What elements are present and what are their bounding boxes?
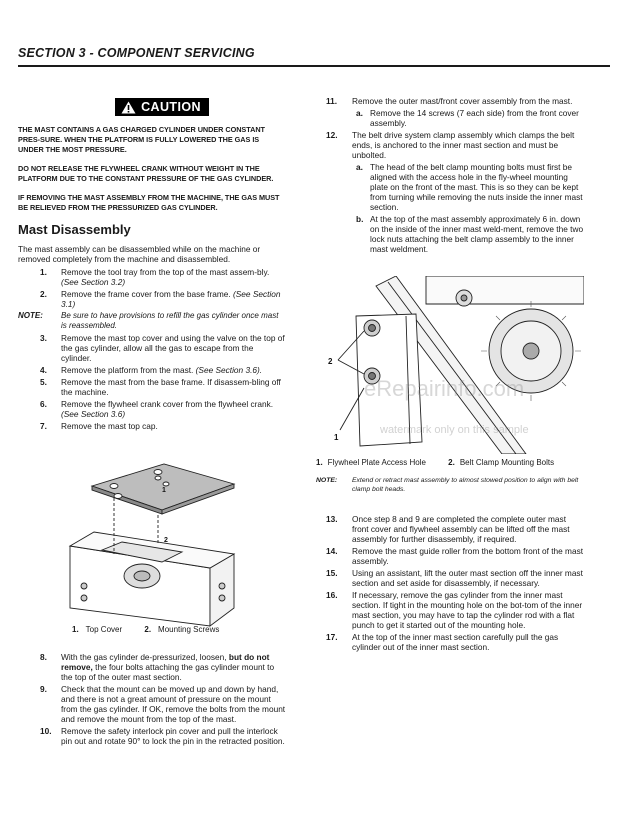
step-number: 1. <box>40 266 47 277</box>
step-number: 3. <box>40 332 47 343</box>
caption-num: 1. <box>72 625 79 634</box>
step-text: Remove the safety interlock pin cover and pull the interlock pin out and rotate 90° to lock the pin in the retracted position. <box>61 726 285 746</box>
watermark-text: eRepairinfo.com <box>364 376 525 401</box>
figure-callout: 1 <box>162 487 166 494</box>
step-10 <box>18 726 286 746</box>
note-label: NOTE: <box>316 477 338 484</box>
caution-banner <box>38 98 286 119</box>
step-17 <box>326 632 584 652</box>
figure2-caption <box>316 458 554 467</box>
step-number: 12. <box>326 130 338 140</box>
step-text: With the gas cylinder de-pressurized, loosen, <box>61 652 229 662</box>
caption-label: Mounting Screws <box>158 625 220 634</box>
step-text: Check that the mount can be moved up and down by hand, and there is not a great amount of pressure on the mount from the gas cylinder. If OK, remove the bolts from the mount and remove the mount from the top of the mast. <box>61 684 286 724</box>
step-text-post: the four bolts attaching the gas cylinder mount to the top of the outer mast section. <box>61 662 275 682</box>
step-text: Remove the tool tray from the top of the mast assem-bly. <box>61 266 270 277</box>
step-number: 11. <box>326 96 338 106</box>
caption-label: Belt Clamp Mounting Bolts <box>459 458 555 467</box>
step-text: At the top of the inner mast section carefully pull the gas cylinder out of the inner mast section. <box>352 632 559 652</box>
section-intro: The mast assembly can be disassembled while on the machine or removed completely from the machine and disassembled. <box>18 243 261 264</box>
step-3 <box>18 333 286 363</box>
note-1 <box>18 311 286 331</box>
note-label: NOTE: <box>18 310 43 320</box>
step-7 <box>18 421 286 431</box>
step-number: 5. <box>40 376 47 387</box>
step-text: Remove the frame cover from the base frame. <box>61 288 233 299</box>
substep-text: The head of the belt clamp mounting bolts must first be aligned with the access hole in the fly-wheel mounting plate on the front of the mast. This is so they can be kept from turning while removing the nuts inside the inner mast section. <box>370 162 583 212</box>
step-1 <box>18 267 286 287</box>
step-text: Remove the mast top cap. <box>61 420 158 431</box>
warning-triangle-icon <box>121 101 136 114</box>
step-number: 17. <box>326 632 338 642</box>
caption-num: 1. <box>316 458 323 467</box>
substep-letter: a. <box>356 108 363 118</box>
step-ref: (See Section 3.6) <box>61 408 126 419</box>
substep-letter: b. <box>356 214 364 224</box>
step-text: Remove the mast from the base frame. If disassem-bling off the machine. <box>61 376 281 397</box>
step-emphasis: but do not remove, <box>61 652 270 672</box>
step-8 <box>18 652 286 682</box>
step-number: 13. <box>326 514 338 524</box>
step-4 <box>18 365 286 375</box>
step-16 <box>326 590 584 630</box>
left-column <box>18 98 286 433</box>
step-text: The belt drive system clamp assembly which clamps the belt ends, is anchored to the inner mast section and must be unbolted. <box>352 130 575 160</box>
figure-callout: 1 <box>334 433 339 442</box>
step-2 <box>18 289 286 309</box>
caption-num: 2. <box>144 625 152 634</box>
note-text: Extend or retract mast assembly to almost stowed position to align with belt clamp bolt heads. <box>352 477 579 493</box>
step-number: 14. <box>326 546 338 556</box>
step-text: Once step 8 and 9 are completed the complete outer mast front cover and flywheel assembly can be lifted off the mast assembly for further disassembly, if required. <box>352 514 570 544</box>
figure1-caption <box>72 625 219 634</box>
step-number: 4. <box>40 364 47 375</box>
step-text: Using an assistant, lift the outer mast section off the inner mast section and set aside for disassembly, if necessary. <box>352 568 583 588</box>
step-text: Remove the flywheel crank cover from the flywheel crank. <box>61 398 274 409</box>
substep-letter: a. <box>356 162 363 172</box>
caution-label: CAUTION <box>141 100 201 114</box>
step-15 <box>326 568 584 588</box>
page-header <box>18 46 610 60</box>
header-rule <box>18 65 610 67</box>
caption-label: Top Cover <box>85 625 123 634</box>
step-12 <box>326 130 584 160</box>
note-2 <box>316 476 584 494</box>
caution-warning-2: DO NOT RELEASE THE FLYWHEEL CRANK WITHOUT WEIGHT IN THE PLATFORM DUE TO THE CONSTANT PRESSURE OF THE GAS CYLINDER. <box>18 163 274 183</box>
step-number: 9. <box>40 684 47 694</box>
step-text: Remove the outer mast/front cover assembly from the mast. <box>352 96 573 106</box>
step-text: Remove the platform from the mast. <box>61 364 196 375</box>
section-title: SECTION 3 - COMPONENT SERVICING <box>18 46 255 60</box>
substep-text: At the top of the mast assembly approximately 6 in. down on the inside of the inner mast weld-ment, remove the two lock nuts attaching the belt clamp assembly to the inner mast weldment. <box>370 214 584 254</box>
left-column-lower <box>18 652 286 748</box>
step-11a <box>326 108 584 128</box>
section-heading: Mast Disassembly <box>18 221 131 237</box>
step-13 <box>326 514 584 544</box>
caption-label: Flywheel Plate Access Hole <box>327 458 426 467</box>
step-number: 8. <box>40 652 47 662</box>
caption-num: 2. <box>448 458 455 467</box>
step-6 <box>18 399 286 419</box>
step-number: 6. <box>40 398 47 409</box>
caution-warning-1: THE MAST CONTAINS A GAS CHARGED CYLINDER UNDER CONSTANT PRES-SURE. WHEN THE PLATFORM IS FULLY LOWERED THE GAS IS UNDER THE MOST PRESSURE. <box>18 124 265 154</box>
step-ref: (See Section 3.6). <box>195 364 263 375</box>
step-number: 10. <box>40 726 52 736</box>
step-number: 2. <box>40 288 47 299</box>
step-text: Remove the mast top cover and using the valve on the top of the gas cylinder, allow all the gas to escape from the cylinder. <box>61 332 285 363</box>
step-number: 15. <box>326 568 338 578</box>
step-12a <box>326 162 584 212</box>
step-9 <box>18 684 286 724</box>
step-number: 7. <box>40 420 47 431</box>
right-column <box>326 96 584 256</box>
step-ref: (See Section 3.1) <box>61 288 281 309</box>
step-text: Remove the mast guide roller from the bottom front of the mast assembly. <box>352 546 584 566</box>
step-ref: (See Section 3.2) <box>61 276 126 287</box>
caution-warning-3: IF REMOVING THE MAST ASSEMBLY FROM THE MACHINE, THE GAS MUST BE RELIEVED FROM THE PRESSURIZED GAS CYLINDER. <box>18 192 280 212</box>
step-14 <box>326 546 584 566</box>
right-column-lower <box>326 514 584 654</box>
step-text: If necessary, remove the gas cylinder from the inner mast section. If tight in the mounting hole on the bot-tom of the inner mast section, you may have to tap the cylinder rod with a flat punch to get it started out of the mounting hole. <box>352 590 583 630</box>
figure-callout: 2 <box>164 537 168 544</box>
note-text: Be sure to have provisions to refill the gas cylinder once mast is reassembled. <box>61 310 279 330</box>
step-number: 16. <box>326 590 338 600</box>
figure-callout: 2 <box>328 357 333 366</box>
mast-top-cover-figure <box>62 458 240 630</box>
step-11 <box>326 96 584 106</box>
step-5 <box>18 377 286 397</box>
watermark-subtext: watermark only on this sample <box>380 424 529 436</box>
substep-text: Remove the 14 screws (7 each side) from the front cover assembly. <box>370 108 579 128</box>
step-12b <box>326 214 584 254</box>
